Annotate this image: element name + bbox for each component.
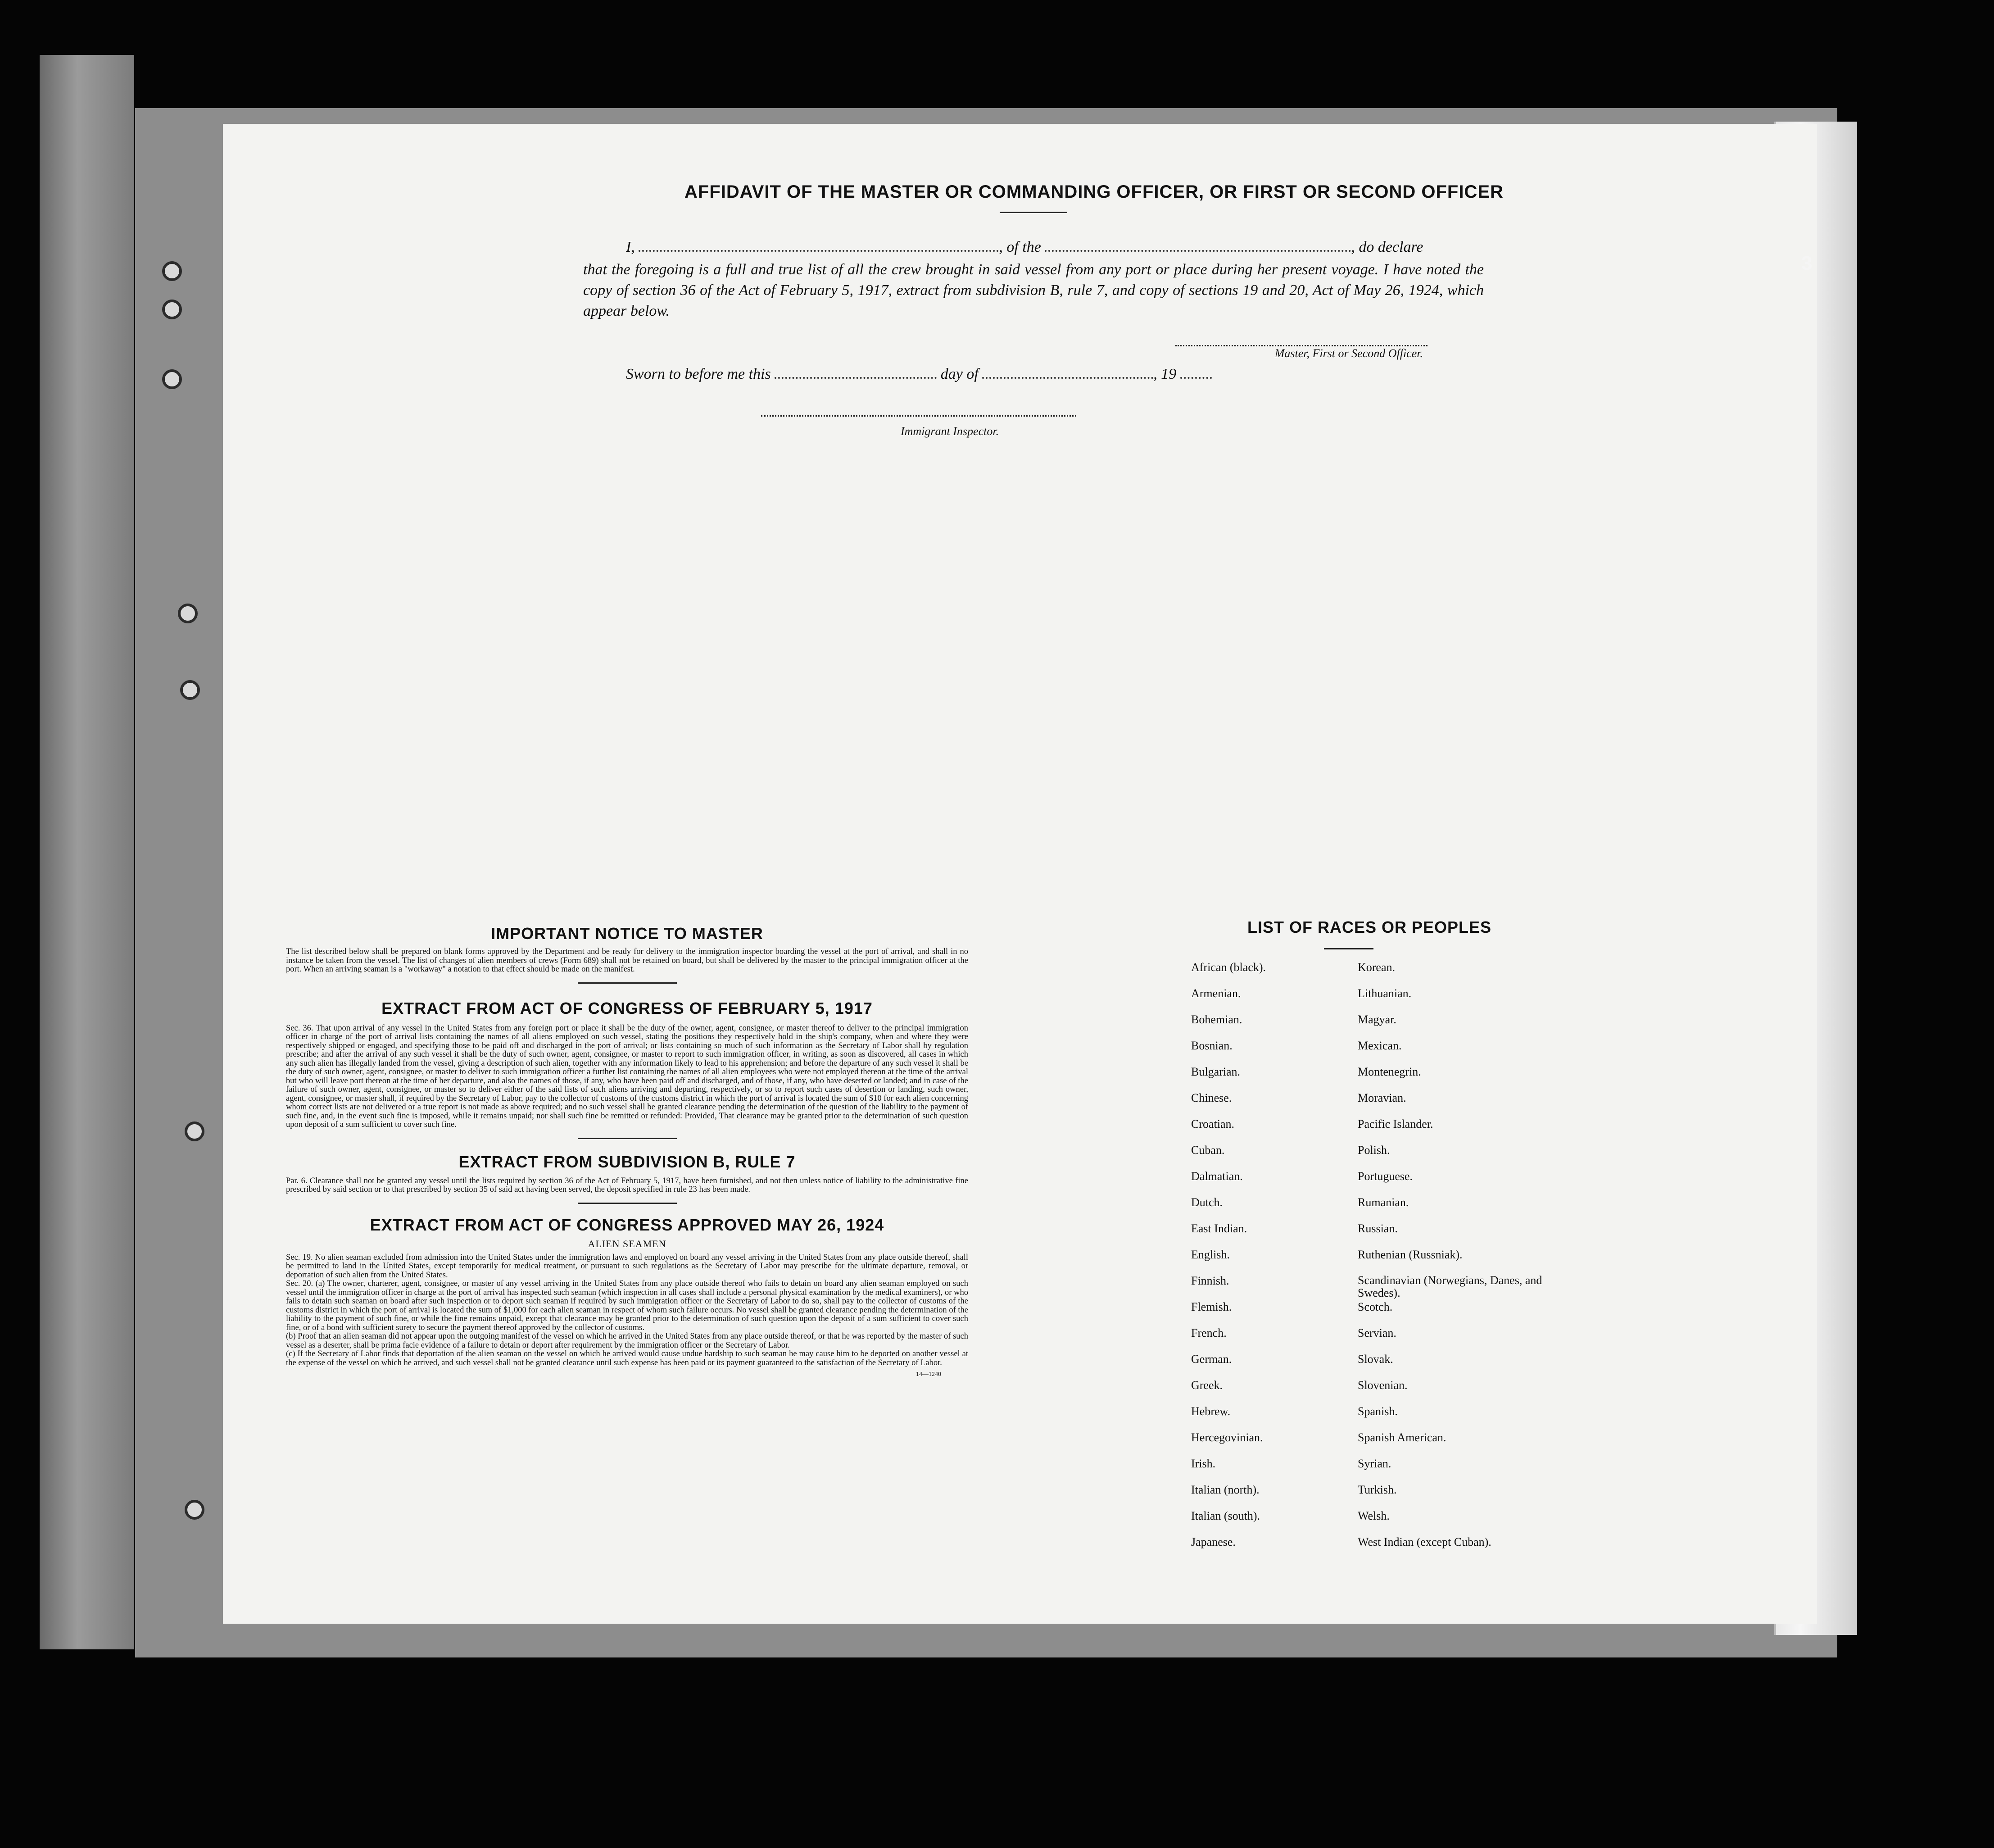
race-item: East Indian. [1191,1222,1247,1235]
affidavit-i: I, [626,239,635,255]
races-row [1191,1144,1587,1170]
race-item: Servian. [1358,1326,1396,1339]
extract-1924-sec20c: (c) If the Secretary of Labor finds that deportation of the alien seaman on the vessel on which he arrived would cause undue hardship to such seaman he may cause him to be deported on another vessel at the expense of the vessel on which he arrived, and such vessel shall not be granted clearance until such expense has been paid or its payment guaranteed to the satisfaction of the Secretary of Labor. [286,1349,968,1367]
race-item: Hebrew. [1191,1405,1231,1418]
sworn-day-of: day of [940,366,979,382]
races-row [1191,1509,1587,1535]
races-row [1191,1326,1587,1353]
race-item: Turkish. [1358,1483,1397,1496]
race-item: Hercegovinian. [1191,1431,1263,1444]
races-row [1191,1091,1587,1117]
notice-title: IMPORTANT NOTICE TO MASTER [491,924,763,943]
form-number: 14—1240 [916,1371,941,1378]
races-row [1191,1431,1587,1457]
race-item: Irish. [1191,1457,1216,1470]
race-item: French. [1191,1326,1227,1339]
race-item: Spanish American. [1358,1431,1446,1444]
sworn-month-blank[interactable] [982,377,1153,379]
name-blank[interactable] [639,250,999,252]
race-item: Moravian. [1358,1091,1406,1104]
race-item: Bohemian. [1191,1013,1242,1026]
race-item: Japanese. [1191,1535,1236,1548]
race-item: Korean. [1358,961,1396,974]
extract-1924-sec19: Sec. 19. No alien seaman excluded from admission into the United States under the immigration laws and employed on board any vessel arriving in the United States from any place outside thereof, shall be permitted to land in the United States, except temporarily for medical treatment, or pursuant to such regulations as the Secretary of Labor may prescribe for the ultimate departure, removal, or deportation of such alien from the United States. [286,1253,968,1280]
race-item: German. [1191,1353,1232,1366]
race-item: Bosnian. [1191,1039,1233,1052]
punch-hole-icon [185,1122,204,1141]
divider [578,1138,677,1139]
race-item: Lithuanian. [1358,987,1412,1000]
race-item: Flemish. [1191,1300,1232,1313]
races-row [1191,1274,1587,1300]
race-item: Cuban. [1191,1144,1225,1157]
extract-1917-text: Sec. 36. That upon arrival of any vessel in the United States from any foreign port or place it shall be the duty of the owner, agent, consignee, or master thereof to deliver to the principal immigration officer in charge of the port of arrival lists containing the names of all aliens employed on such vessel, stating the positions they respectively hold in the ship's company, when and where they were respectively shipped or engaged, and specifying those to be paid off and discharged in the port of arrival; or lists containing so much of such information as the Secretary of Labor shall by regulation prescribe; and after the arrival of any such vessel it shall be the duty of such owner, agent, consignee, or master to report to such immigration officer, in writing, as soon as discovered, all cases in which any such alien has illegally landed from the vessel, giving a description of such alien, together with any information likely to lead to his apprehension; and before the departure of any such vessel it shall be the duty of such owner, agent, consignee, or master to deliver to such immigration officer a further list containing the names of all alien employees who were not employed thereon at the time of the arrival but who will leave port thereon at the time of her departure, and also the names of those, if any, who have been paid off and discharged, and of those, if any, who have deserted or landed; and in case of the failure of such owner, agent, consignee, or master so to deliver either of the said lists of such aliens arriving and departing, respectively, or so to report such cases of desertion or landing, such owner, agent, consignee, or master shall, if required by the Secretary of Labor, pay to the collector of customs of the customs district in which the port of arrival is located the sum of $10 for each alien concerning whom correct lists are not delivered or a true report is not made as above required; and no such vessel shall be granted clearance pending the determination of the question of the liability to the payment of such fine, and, in the event such fine is imposed, while it remains unpaid; nor shall such fine be remitted or refunded: Provided, That clearance may be granted prior to the determination of such question upon deposit of a sum sufficient to cover such fine. [286,1023,968,1129]
race-item: Russian. [1358,1222,1398,1235]
race-item: Pacific Islander. [1358,1117,1433,1131]
race-item: Bulgarian. [1191,1065,1241,1078]
races-row [1191,1170,1587,1196]
affidavit-declare-line [626,239,1423,256]
race-item: Mexican. [1358,1039,1402,1052]
extract-rule7-text: Par. 6. Clearance shall not be granted any vessel until the lists required by section 36 of the Act of February 5, 1917, have been furnished, and not then unless notice of liability to the administrative fine prescribed by said section or to that prescribed by section 35 of said act having been served, the deposit specified in rule 23 has been made. [286,1176,968,1194]
races-row [1191,1483,1587,1509]
vessel-blank[interactable] [1045,250,1351,252]
race-item: Finnish. [1191,1274,1229,1287]
race-item: Scotch. [1358,1300,1393,1313]
affidavit-do-declare: , do declare [1351,239,1423,255]
races-row [1191,1457,1587,1483]
races-row [1191,1405,1587,1431]
race-item: Chinese. [1191,1091,1232,1104]
race-item: Ruthenian (Russniak). [1358,1248,1463,1261]
races-row [1191,1196,1587,1222]
extract-1924-subtitle: ALIEN SEAMEN [588,1238,666,1249]
margin-mark: 3 [1801,252,1813,274]
notice-text: The list described below shall be prepared on blank forms approved by the Department and be ready for delivery to the immigration inspector boarding the vessel at the port of arrival, and shall in no instance be taken from the vessel. The list of changes of alien members of crews (Form 689) shall not be retained on board, but shall be delivered by the master to the principal immigration officer at the port. When an arriving seaman is a "workaway" a notation to that effect should be made on the manifest. [286,947,968,974]
races-list [1191,961,1587,1562]
extract-1924-title: EXTRACT FROM ACT OF CONGRESS APPROVED MAY 26, 1924 [370,1215,884,1234]
race-item: Slovak. [1358,1353,1393,1366]
races-row [1191,1379,1587,1405]
races-title: LIST OF RACES OR PEOPLES [1247,918,1492,936]
race-item: Syrian. [1358,1457,1391,1470]
divider [578,1203,677,1204]
notice-section [286,924,968,1378]
race-item: African (black). [1191,961,1266,974]
sworn-year-blank[interactable] [1180,377,1212,379]
races-row [1191,1535,1587,1562]
extract-rule7-title: EXTRACT FROM SUBDIVISION B, RULE 7 [458,1152,796,1171]
races-row [1191,1013,1587,1039]
punch-hole-icon [178,604,198,623]
race-item: Magyar. [1358,1013,1396,1026]
races-table [1191,961,1587,1562]
extract-1924-sec20b: (b) Proof that an alien seaman did not appear upon the outgoing manifest of the vessel on which he arrived in the United States from any place outside thereof, or that he was reported by the master of such vessel as a deserter, shall be prima facie evidence of a failure to detain or deport after requirement by the immigration officer or the Secretary of Labor. [286,1332,968,1350]
races-row [1191,961,1587,987]
race-item: Armenian. [1191,987,1241,1000]
race-item: Montenegrin. [1358,1065,1421,1078]
extract-1917-title: EXTRACT FROM ACT OF CONGRESS OF FEBRUARY 5, 1917 [381,999,873,1017]
punch-hole-icon [162,261,182,281]
divider [578,982,677,984]
punch-hole-icon [180,680,200,700]
race-item: English. [1191,1248,1230,1261]
race-item: Welsh. [1358,1509,1390,1522]
affidavit-body: that the foregoing is a full and true list of all the crew brought in said vessel from any port or place during her present voyage. I have noted the copy of section 36 of the Act of February 5, 1917, extract from subdivision B, rule 7, and copy of sections 19 and 20, Act of May 26, 1924, which appear below. [583,261,1484,319]
inspector-label: Immigrant Inspector. [901,425,999,438]
sworn-year: , 19 [1153,366,1177,382]
master-signature-label: Master, First or Second Officer. [1274,347,1423,360]
race-item: West Indian (except Cuban). [1358,1535,1491,1548]
races-row [1191,987,1587,1013]
inspector-signature-line[interactable] [761,415,1076,417]
punch-hole-icon [185,1500,204,1520]
race-item: Scandinavian (Norwegians, Danes, and Swedes). [1358,1274,1542,1299]
affidavit-title: AFFIDAVIT OF THE MASTER OR COMMANDING OFFICER, OR FIRST OR SECOND OFFICER [684,182,1504,202]
sworn-prefix: Sworn to before me this [626,366,771,382]
races-row [1191,1353,1587,1379]
race-item: Slovenian. [1358,1379,1408,1392]
extract-1924-sec20a: Sec. 20. (a) The owner, charterer, agent, consignee, or master of any vessel arriving in the United States from any place outside thereof who fails to detain on board any alien seaman employed on such vessel until the immigration officer in charge at the port of arrival has inspected such seaman (which inspection in all cases shall include a personal physical examination by the medical examiners), or who fails to detain such seaman on board after such inspection or to deport such seaman if required by such immigration officer or the Secretary of Labor to do so, shall pay to the collector of customs of the customs district in which the port of arrival is located the sum of $1,000 for each alien seaman in respect of whom such failure occurs. No vessel shall be granted clearance pending the determination of the liability to the payment of such fine, or while the fine remains unpaid, except that clearance may be granted prior to the determination of such question upon the deposit of a sum sufficient to cover such fine, or of a bond with sufficient surety to secure the payment thereof approved by the collector of customs. [286,1279,968,1332]
race-item: Croatian. [1191,1117,1235,1131]
race-item: Italian (south). [1191,1509,1260,1522]
punch-hole-icon [162,369,182,389]
title-underline [1000,212,1067,213]
race-item: Spanish. [1358,1405,1398,1418]
punch-hole-icon [162,300,182,319]
sworn-line [626,366,1212,383]
race-item: Italian (north). [1191,1483,1260,1496]
races-row [1191,1248,1587,1274]
races-row [1191,1117,1587,1144]
races-row [1191,1222,1587,1248]
races-row [1191,1065,1587,1091]
race-item: Dalmatian. [1191,1170,1243,1183]
races-row [1191,1300,1587,1326]
races-row [1191,1039,1587,1065]
race-item: Greek. [1191,1379,1223,1392]
master-signature-line[interactable] [1175,345,1428,346]
sworn-day-blank[interactable] [775,377,937,379]
binder-strip [40,55,134,1649]
race-item: Portuguese. [1358,1170,1413,1183]
race-item: Polish. [1358,1144,1390,1157]
races-underline [1324,948,1373,949]
race-item: Dutch. [1191,1196,1223,1209]
affidavit-of-the: , of the [999,239,1041,255]
race-item: Rumanian. [1358,1196,1409,1209]
